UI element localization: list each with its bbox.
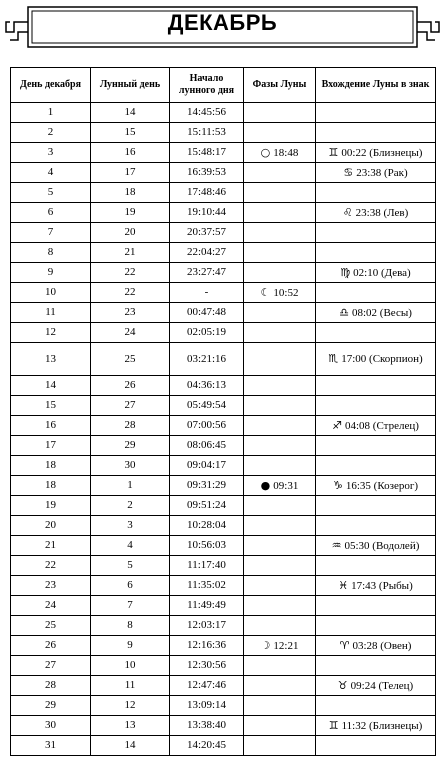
zodiac-sign-icon: ♐ — [332, 418, 342, 432]
table-row — [11, 343, 436, 376]
cell-phase — [244, 396, 316, 416]
header-sign: Вхождение Луны в знак — [316, 68, 436, 103]
zodiac-sign-icon: ♌ — [342, 205, 353, 219]
table-row — [11, 416, 436, 436]
sign-entry-text: 17:43 (Рыбы) — [351, 579, 413, 592]
cell-start: 05:49:54 — [170, 396, 244, 416]
cell-phase — [244, 676, 316, 696]
cell-lunar-day: 11 — [91, 676, 170, 696]
table-row — [11, 616, 436, 636]
cell-sign — [316, 496, 436, 516]
cell-day: 30 — [11, 716, 91, 736]
cell-phase — [244, 456, 316, 476]
sign-entry-text: 08:02 (Весы) — [351, 306, 412, 319]
moon-phase-icon: ☽ — [260, 638, 271, 652]
cell-phase — [244, 323, 316, 343]
cell-day: 31 — [11, 736, 91, 756]
moon-phase-icon: ○ — [260, 145, 271, 159]
cell-sign — [316, 103, 436, 123]
cell-start: 04:36:13 — [170, 376, 244, 396]
cell-phase — [244, 263, 316, 283]
table-row — [11, 576, 436, 596]
cell-phase — [244, 536, 316, 556]
cell-sign — [316, 516, 436, 536]
table-row — [11, 263, 436, 283]
cell-lunar-day: 10 — [91, 656, 170, 676]
cell-sign — [316, 143, 436, 163]
cell-start: 02:05:19 — [170, 323, 244, 343]
cell-sign — [316, 576, 436, 596]
sign-entry-text: 02:10 (Дева) — [353, 266, 411, 279]
cell-start: 14:45:56 — [170, 103, 244, 123]
cell-sign — [316, 223, 436, 243]
cell-day: 28 — [11, 676, 91, 696]
zodiac-sign-icon: ♓ — [338, 578, 349, 592]
zodiac-sign-icon: ♍ — [340, 265, 351, 279]
cell-phase — [244, 596, 316, 616]
cell-phase — [244, 736, 316, 756]
cell-start: 13:09:14 — [170, 696, 244, 716]
cell-day: 24 — [11, 596, 91, 616]
cell-sign — [316, 456, 436, 476]
cell-day: 17 — [11, 436, 91, 456]
cell-start: 11:35:02 — [170, 576, 244, 596]
cell-day: 10 — [11, 283, 91, 303]
cell-sign — [316, 303, 436, 323]
cell-phase — [244, 183, 316, 203]
sign-entry-text: 03:28 (Овен) — [352, 639, 412, 652]
header-day: День декабря — [11, 68, 91, 103]
cell-day: 20 — [11, 516, 91, 536]
cell-lunar-day: 28 — [91, 416, 170, 436]
cell-sign — [316, 556, 436, 576]
phase-time: 18:48 — [273, 146, 299, 159]
cell-phase — [244, 243, 316, 263]
zodiac-sign-icon: ♏ — [328, 352, 339, 365]
header-start: Начало лунного дня — [170, 68, 244, 103]
table-row — [11, 396, 436, 416]
cell-day: 14 — [11, 376, 91, 396]
cell-day: 3 — [11, 143, 91, 163]
moon-phase-icon: ☾ — [260, 285, 271, 299]
cell-lunar-day: 15 — [91, 123, 170, 143]
cell-sign — [316, 636, 436, 656]
zodiac-sign-icon: ♈ — [339, 638, 350, 652]
cell-day: 4 — [11, 163, 91, 183]
cell-sign — [316, 396, 436, 416]
cell-phase — [244, 123, 316, 143]
zodiac-sign-icon: ♉ — [337, 678, 348, 692]
cell-lunar-day: 22 — [91, 263, 170, 283]
cell-day: 16 — [11, 416, 91, 436]
cell-start: 22:04:27 — [170, 243, 244, 263]
table-row — [11, 303, 436, 323]
cell-day: 21 — [11, 536, 91, 556]
cell-lunar-day: 26 — [91, 376, 170, 396]
header-lunar-day: Лунный день — [91, 68, 170, 103]
cell-day: 8 — [11, 243, 91, 263]
cell-day: 23 — [11, 576, 91, 596]
moon-phase-icon: ● — [260, 478, 271, 492]
cell-start: 12:30:56 — [170, 656, 244, 676]
cell-day: 26 — [11, 636, 91, 656]
cell-lunar-day: 21 — [91, 243, 170, 263]
cell-day: 27 — [11, 656, 91, 676]
lunar-calendar-table — [10, 67, 436, 756]
cell-lunar-day: 3 — [91, 516, 170, 536]
cell-day: 18 — [11, 456, 91, 476]
cell-day: 11 — [11, 303, 91, 323]
cell-lunar-day: 24 — [91, 323, 170, 343]
table-row — [11, 496, 436, 516]
cell-sign — [316, 436, 436, 456]
cell-phase — [244, 696, 316, 716]
cell-lunar-day: 6 — [91, 576, 170, 596]
cell-start: 15:11:53 — [170, 123, 244, 143]
phase-time: 10:52 — [273, 286, 299, 299]
cell-start: 12:16:36 — [170, 636, 244, 656]
cell-phase — [244, 416, 316, 436]
cell-start: 16:39:53 — [170, 163, 244, 183]
cell-sign — [316, 283, 436, 303]
cell-day: 2 — [11, 123, 91, 143]
cell-phase — [244, 556, 316, 576]
cell-start: 12:03:17 — [170, 616, 244, 636]
cell-start: 03:21:16 — [170, 343, 244, 376]
table-row — [11, 716, 436, 736]
cell-sign — [316, 323, 436, 343]
cell-lunar-day: 9 — [91, 636, 170, 656]
cell-sign — [316, 716, 436, 736]
phase-time: 09:31 — [273, 479, 299, 492]
cell-sign — [316, 183, 436, 203]
sign-entry-text: 23:38 (Лев) — [355, 206, 409, 219]
cell-sign — [316, 123, 436, 143]
header-phase: Фазы Луны — [244, 68, 316, 103]
sign-entry-text: 05:30 (Водолей) — [344, 539, 420, 552]
zodiac-sign-icon: ♑ — [332, 478, 343, 492]
cell-sign — [316, 416, 436, 436]
cell-day: 22 — [11, 556, 91, 576]
table-row — [11, 203, 436, 223]
table-row — [11, 323, 436, 343]
cell-start: 19:10:44 — [170, 203, 244, 223]
table-row — [11, 103, 436, 123]
cell-sign — [316, 696, 436, 716]
table-row — [11, 516, 436, 536]
cell-lunar-day: 14 — [91, 736, 170, 756]
cell-phase — [244, 143, 316, 163]
cell-lunar-day: 8 — [91, 616, 170, 636]
cell-lunar-day: 1 — [91, 476, 170, 496]
table-row — [11, 143, 436, 163]
sign-entry-text: 23:38 (Рак) — [356, 166, 408, 179]
cell-lunar-day: 7 — [91, 596, 170, 616]
cell-lunar-day: 18 — [91, 183, 170, 203]
cell-sign — [316, 243, 436, 263]
table-header-row — [11, 68, 436, 103]
cell-day: 1 — [11, 103, 91, 123]
cell-sign — [316, 616, 436, 636]
table-row — [11, 636, 436, 656]
cell-start: 10:28:04 — [170, 516, 244, 536]
cell-start: 09:04:17 — [170, 456, 244, 476]
cell-phase — [244, 376, 316, 396]
cell-day: 13 — [11, 343, 91, 376]
cell-start: 13:38:40 — [170, 716, 244, 736]
cell-start: 23:27:47 — [170, 263, 244, 283]
cell-lunar-day: 27 — [91, 396, 170, 416]
cell-start: 07:00:56 — [170, 416, 244, 436]
zodiac-sign-icon: ♊ — [328, 145, 339, 159]
cell-start: 15:48:17 — [170, 143, 244, 163]
cell-lunar-day: 4 — [91, 536, 170, 556]
cell-start: 09:51:24 — [170, 496, 244, 516]
cell-day: 7 — [11, 223, 91, 243]
cell-lunar-day: 14 — [91, 103, 170, 123]
table-row — [11, 163, 436, 183]
zodiac-sign-icon: ♎ — [339, 305, 349, 319]
cell-day: 9 — [11, 263, 91, 283]
table-row — [11, 536, 436, 556]
table-body — [11, 103, 436, 756]
cell-day: 12 — [11, 323, 91, 343]
cell-phase — [244, 476, 316, 496]
cell-sign — [316, 536, 436, 556]
cell-phase — [244, 343, 316, 376]
cell-lunar-day: 12 — [91, 696, 170, 716]
table-row — [11, 376, 436, 396]
cell-lunar-day: 22 — [91, 283, 170, 303]
cell-phase — [244, 496, 316, 516]
table-row — [11, 243, 436, 263]
cell-day: 18 — [11, 476, 91, 496]
cell-phase — [244, 516, 316, 536]
cell-phase — [244, 223, 316, 243]
cell-lunar-day: 25 — [91, 343, 170, 376]
cell-sign — [316, 203, 436, 223]
table-row — [11, 223, 436, 243]
table-row — [11, 736, 436, 756]
cell-phase — [244, 103, 316, 123]
cell-start: 09:31:29 — [170, 476, 244, 496]
cell-lunar-day: 17 — [91, 163, 170, 183]
cell-lunar-day: 19 — [91, 203, 170, 223]
cell-phase — [244, 636, 316, 656]
cell-phase — [244, 576, 316, 596]
cell-lunar-day: 30 — [91, 456, 170, 476]
month-banner — [0, 0, 445, 62]
table-row — [11, 676, 436, 696]
table-row — [11, 596, 436, 616]
cell-lunar-day: 20 — [91, 223, 170, 243]
sign-entry-text: 04:08 (Стрелец) — [344, 419, 419, 432]
cell-phase — [244, 303, 316, 323]
cell-phase — [244, 616, 316, 636]
cell-start: 14:20:45 — [170, 736, 244, 756]
table-row — [11, 656, 436, 676]
sign-entry-text: 17:00 (Скорпион) — [341, 353, 423, 365]
cell-sign — [316, 476, 436, 496]
cell-start: 12:47:46 — [170, 676, 244, 696]
cell-lunar-day: 29 — [91, 436, 170, 456]
table-row — [11, 456, 436, 476]
cell-sign — [316, 656, 436, 676]
cell-sign — [316, 343, 436, 376]
cell-phase — [244, 716, 316, 736]
cell-day: 6 — [11, 203, 91, 223]
table-row — [11, 696, 436, 716]
table-row — [11, 123, 436, 143]
sign-entry-text: 16:35 (Козерог) — [345, 479, 419, 492]
cell-start: - — [170, 283, 244, 303]
table-row — [11, 436, 436, 456]
cell-lunar-day: 2 — [91, 496, 170, 516]
cell-lunar-day: 23 — [91, 303, 170, 323]
cell-start: 11:49:49 — [170, 596, 244, 616]
cell-lunar-day: 13 — [91, 716, 170, 736]
zodiac-sign-icon: ♊ — [328, 718, 339, 732]
cell-day: 19 — [11, 496, 91, 516]
cell-start: 17:48:46 — [170, 183, 244, 203]
cell-phase — [244, 283, 316, 303]
cell-sign — [316, 376, 436, 396]
cell-day: 15 — [11, 396, 91, 416]
cell-lunar-day: 5 — [91, 556, 170, 576]
cell-start: 08:06:45 — [170, 436, 244, 456]
cell-day: 5 — [11, 183, 91, 203]
table-row — [11, 283, 436, 303]
sign-entry-text: 00:22 (Близнецы) — [341, 146, 423, 159]
cell-start: 00:47:48 — [170, 303, 244, 323]
page-title: ДЕКАБРЬ — [167, 10, 278, 35]
cell-sign — [316, 163, 436, 183]
cell-phase — [244, 656, 316, 676]
table-row — [11, 183, 436, 203]
cell-sign — [316, 736, 436, 756]
cell-phase — [244, 203, 316, 223]
sign-entry-text: 11:32 (Близнецы) — [341, 719, 423, 732]
cell-phase — [244, 163, 316, 183]
cell-sign — [316, 596, 436, 616]
cell-sign — [316, 263, 436, 283]
cell-sign — [316, 676, 436, 696]
cell-start: 11:17:40 — [170, 556, 244, 576]
cell-phase — [244, 436, 316, 456]
zodiac-sign-icon: ♋ — [343, 165, 354, 179]
cell-day: 25 — [11, 616, 91, 636]
sign-entry-text: 09:24 (Телец) — [350, 679, 414, 692]
phase-time: 12:21 — [273, 639, 299, 652]
cell-lunar-day: 16 — [91, 143, 170, 163]
table-row — [11, 476, 436, 496]
table-row — [11, 556, 436, 576]
cell-start: 20:37:57 — [170, 223, 244, 243]
cell-day: 29 — [11, 696, 91, 716]
cell-start: 10:56:03 — [170, 536, 244, 556]
zodiac-sign-icon: ♒ — [331, 538, 342, 552]
